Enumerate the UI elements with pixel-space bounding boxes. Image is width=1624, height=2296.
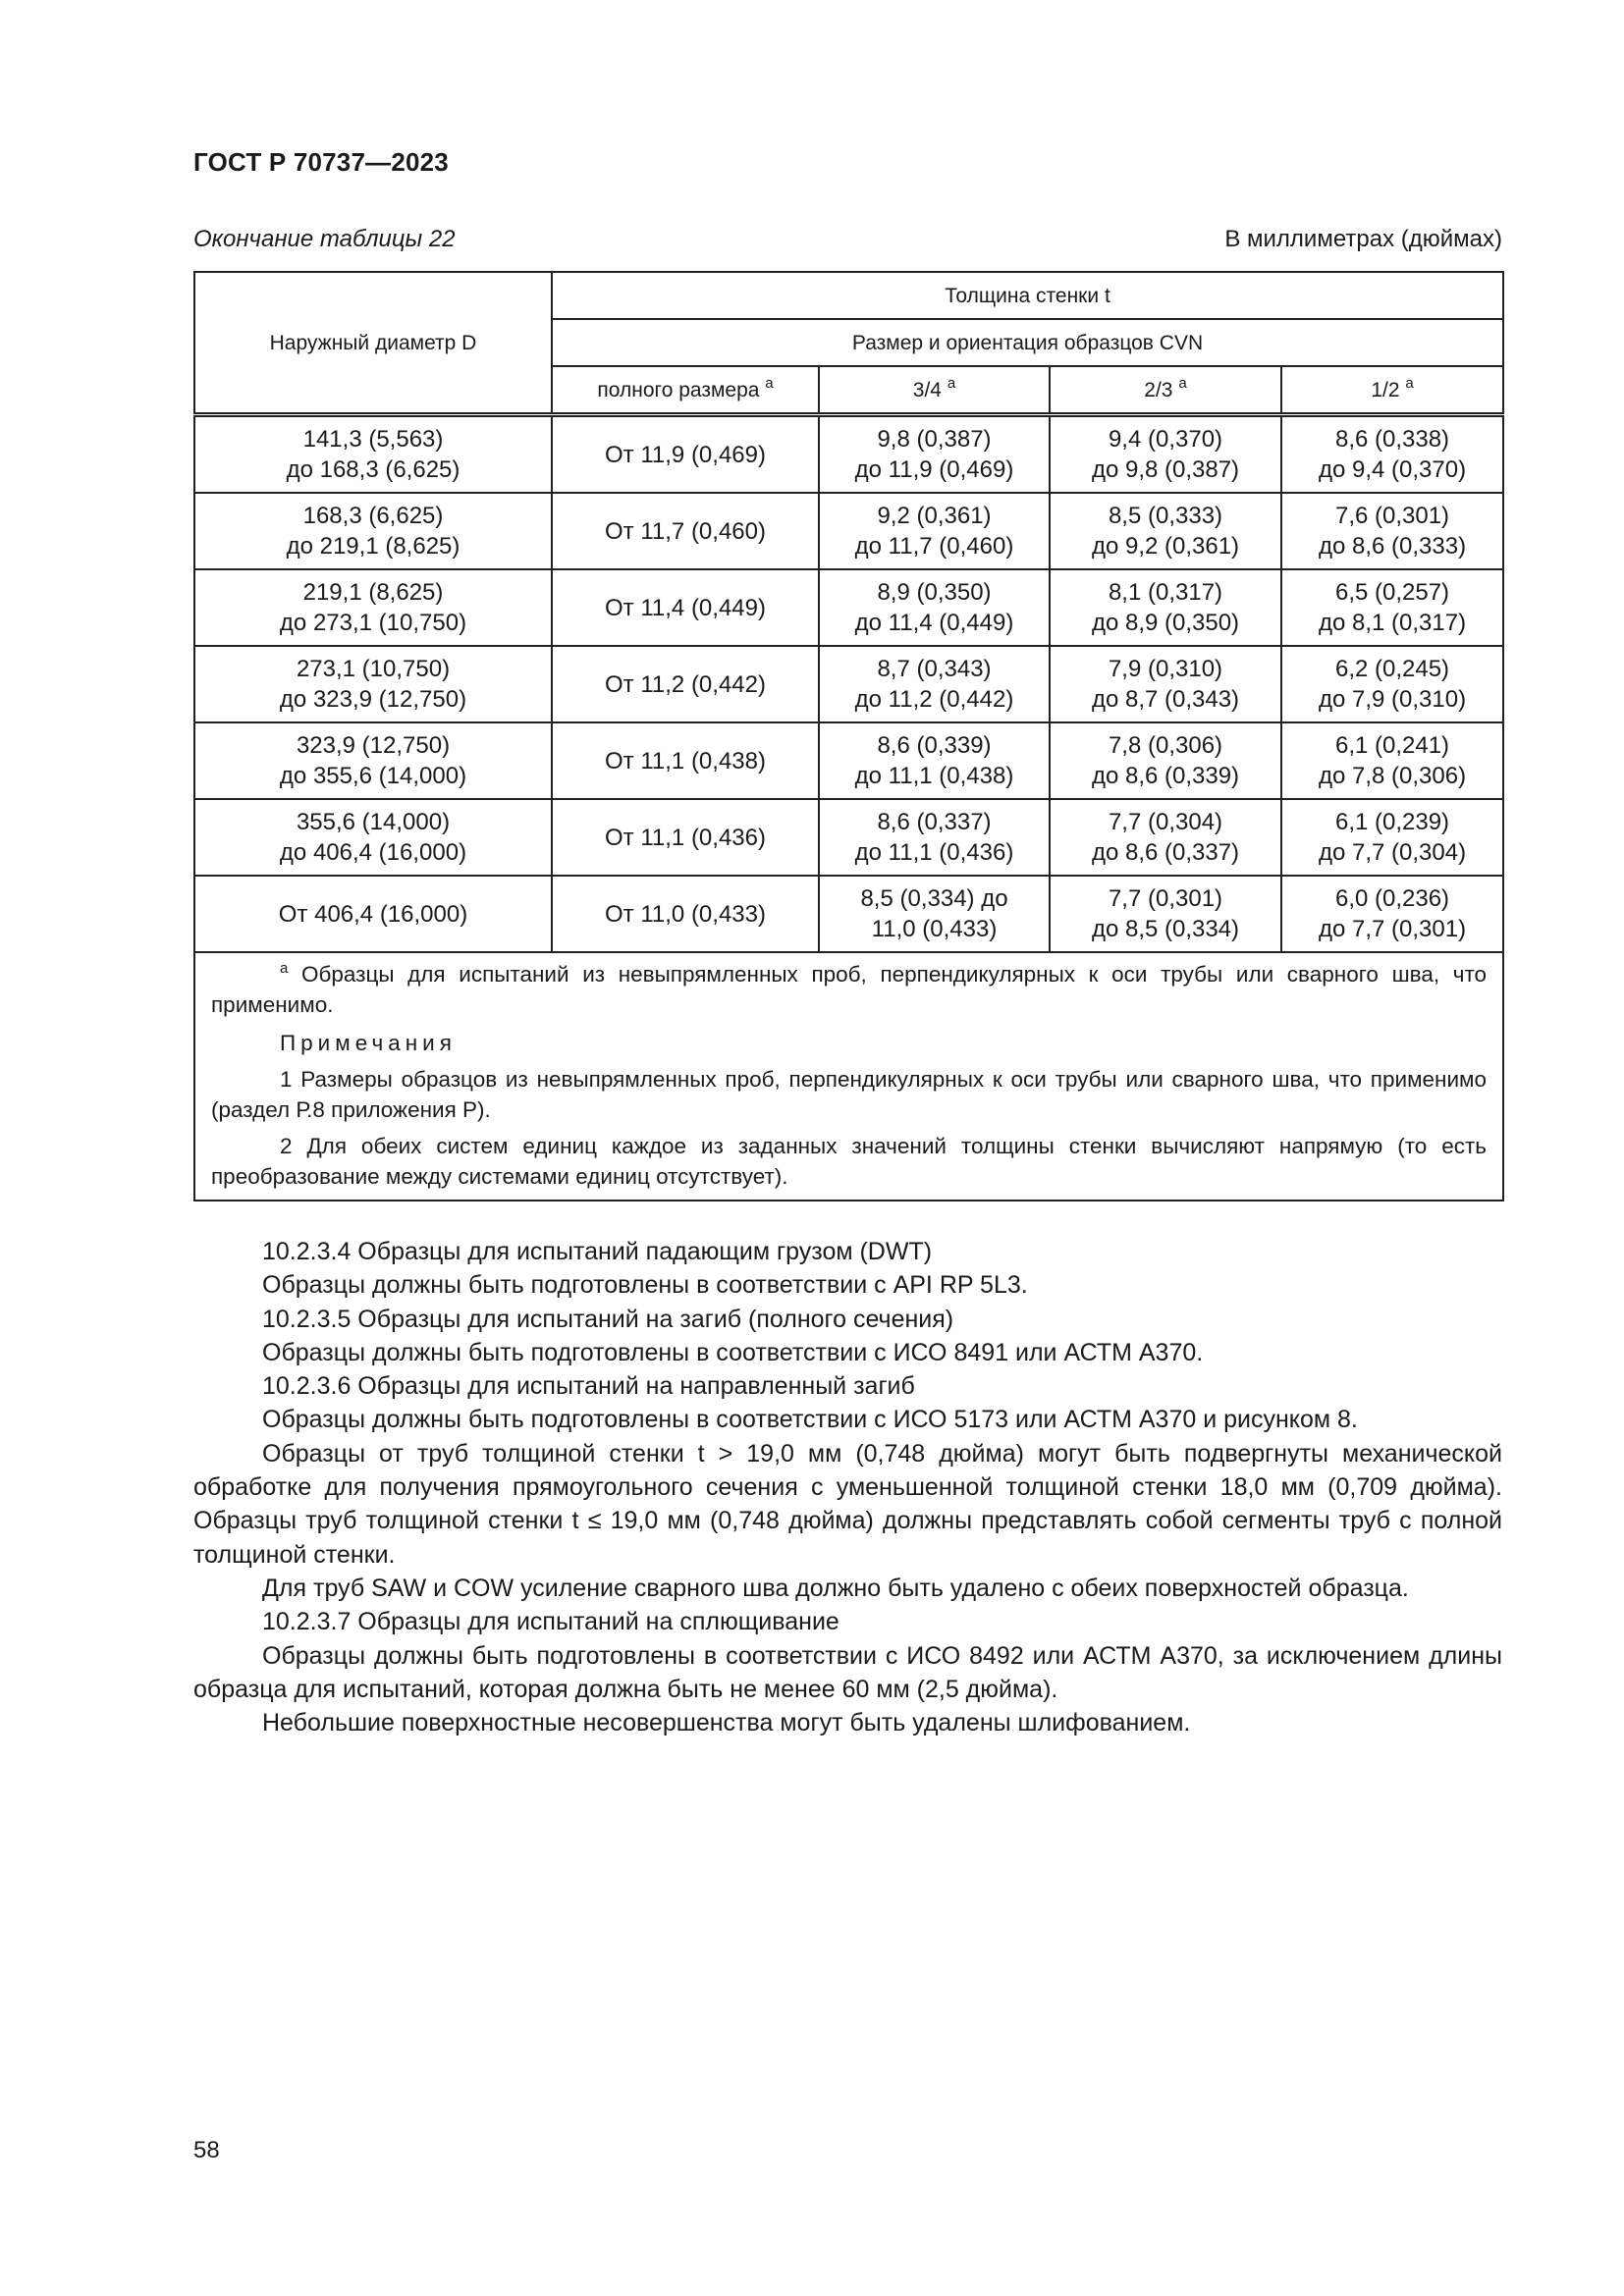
cell-three-quarter: 8,5 (0,334) до 11,0 (0,433) — [819, 876, 1050, 952]
cell-three-quarter: 8,9 (0,350) до 11,4 (0,449) — [819, 569, 1050, 646]
table-row — [194, 569, 1503, 646]
header-outer-diameter: Наружный диаметр D — [194, 272, 552, 415]
table-row — [194, 722, 1503, 799]
cell-full-size: От 11,2 (0,442) — [552, 646, 819, 722]
cell-full-size: От 11,7 (0,460) — [552, 493, 819, 569]
cell-diameter: 273,1 (10,750) до 323,9 (12,750) — [194, 646, 552, 722]
footnote-mark: а — [947, 374, 956, 392]
cell-diameter: 168,3 (6,625) до 219,1 (8,625) — [194, 493, 552, 569]
page-number: 58 — [193, 2137, 220, 2163]
cell-half: 8,6 (0,338) до 9,4 (0,370) — [1281, 415, 1503, 494]
paragraph: Образцы должны быть подготовлены в соответствии с ИСО 8492 или АСТМ А370, за исключением длины образца для испытаний, которая должна быть не менее 60 мм (2,5 дюйма). — [193, 1641, 1502, 1703]
header-full-size — [552, 366, 819, 415]
table-continuation-caption: Окончание таблицы 22 — [193, 226, 456, 252]
note-1: 1 Размеры образцов из невыпрямленных проб, перпендикулярных к оси трубы или сварного шва, что применимо (раздел Р.8 приложения Р). — [211, 1067, 1488, 1122]
header-two-thirds-label: 2/3 — [1144, 378, 1173, 401]
section-heading: 10.2.3.4 Образцы для испытаний падающим грузом (DWT) — [262, 1238, 933, 1265]
header-three-quarter-label: 3/4 — [912, 378, 942, 401]
cell-half: 6,5 (0,257) до 8,1 (0,317) — [1281, 569, 1503, 646]
cell-two-thirds: 7,7 (0,301) до 8,5 (0,334) — [1050, 876, 1281, 952]
header-full-size-label: полного размера — [597, 378, 760, 401]
table-row — [194, 493, 1503, 569]
cell-two-thirds: 7,8 (0,306) до 8,6 (0,339) — [1050, 722, 1281, 799]
note-2: 2 Для обеих систем единиц каждое из заданных значений толщины стенки вычисляют напрямую (то есть преобразование между системами единиц отсутствует). — [211, 1134, 1488, 1189]
cell-three-quarter: 8,6 (0,337) до 11,1 (0,436) — [819, 799, 1050, 876]
table-footnotes-row — [194, 952, 1503, 1201]
cell-half: 7,6 (0,301) до 8,6 (0,333) — [1281, 493, 1503, 569]
table-footnotes — [194, 952, 1503, 1201]
footnote-text: Образцы для испытаний из невыпрямленных проб, перпендикулярных к оси трубы или сварного шва, что применимо. — [211, 962, 1488, 1017]
cell-half: 6,1 (0,241) до 7,8 (0,306) — [1281, 722, 1503, 799]
footnote-mark: а — [765, 374, 774, 392]
paragraph: Образцы должны быть подготовлены в соответствии с API RP 5L3. — [262, 1271, 1028, 1300]
table-row — [194, 876, 1503, 952]
table-units-caption: В миллиметрах (дюймах) — [1224, 226, 1502, 252]
specimen-size-table — [193, 271, 1504, 1201]
paragraph: Образцы должны быть подготовлены в соответствии с ИСО 5173 или АСТМ А370 и рисунком 8. — [262, 1406, 1358, 1434]
cell-half: 6,0 (0,236) до 7,7 (0,301) — [1281, 876, 1503, 952]
cell-two-thirds: 9,4 (0,370) до 9,8 (0,387) — [1050, 415, 1281, 494]
section-heading: 10.2.3.7 Образцы для испытаний на сплющивание — [262, 1608, 839, 1636]
cell-diameter: 323,9 (12,750) до 355,6 (14,000) — [194, 722, 552, 799]
paragraph: Небольшие поверхностные несовершенства могут быть удалены шлифованием. — [262, 1709, 1191, 1737]
paragraph: Образцы от труб толщиной стенки t > 19,0 мм (0,748 дюйма) могут быть подвергнуты механической обработке для получения прямоугольного сечения с уменьшенной толщиной стенки 18,0 мм (0,709 дюйма). Образцы труб толщиной стенки t ≤ 19,0 мм (0,748 дюйма) должны представлять собой сегменты труб с полной толщиной стенки. — [193, 1439, 1502, 1569]
cell-full-size: От 11,9 (0,469) — [552, 415, 819, 494]
cell-three-quarter: 9,8 (0,387) до 11,9 (0,469) — [819, 415, 1050, 494]
notes-title: Примечания — [280, 1031, 457, 1055]
cell-diameter: 141,3 (5,563) до 168,3 (6,625) — [194, 415, 552, 494]
cell-half: 6,1 (0,239) до 7,7 (0,304) — [1281, 799, 1503, 876]
cell-three-quarter: 9,2 (0,361) до 11,7 (0,460) — [819, 493, 1050, 569]
section-heading: 10.2.3.5 Образцы для испытаний на загиб (полного сечения) — [262, 1305, 954, 1333]
table-row — [194, 646, 1503, 722]
cell-two-thirds: 7,9 (0,310) до 8,7 (0,343) — [1050, 646, 1281, 722]
cell-full-size: От 11,1 (0,436) — [552, 799, 819, 876]
cell-diameter: 219,1 (8,625) до 273,1 (10,750) — [194, 569, 552, 646]
cell-half: 6,2 (0,245) до 7,9 (0,310) — [1281, 646, 1503, 722]
cell-full-size: От 11,0 (0,433) — [552, 876, 819, 952]
cell-diameter: 355,6 (14,000) до 406,4 (16,000) — [194, 799, 552, 876]
table-row — [194, 415, 1503, 494]
footnote-mark: а — [280, 959, 289, 977]
table-row — [194, 799, 1503, 876]
cell-three-quarter: 8,6 (0,339) до 11,1 (0,438) — [819, 722, 1050, 799]
paragraph: Для труб SAW и COW усиление сварного шва должно быть удалено с обеих поверхностей образца. — [262, 1574, 1409, 1602]
header-half-label: 1/2 — [1371, 378, 1400, 401]
cell-full-size: От 11,4 (0,449) — [552, 569, 819, 646]
body-text — [193, 1235, 1502, 1739]
header-specimen-size: Размер и ориентация образцов CVN — [552, 319, 1503, 366]
footnote-a — [211, 959, 1487, 1020]
header-two-thirds — [1050, 366, 1281, 415]
cell-full-size: От 11,1 (0,438) — [552, 722, 819, 799]
footnote-mark: а — [1405, 374, 1414, 392]
section-heading: 10.2.3.6 Образцы для испытаний на направленный загиб — [262, 1372, 915, 1401]
cell-diameter: От 406,4 (16,000) — [194, 876, 552, 952]
cell-two-thirds: 8,1 (0,317) до 8,9 (0,350) — [1050, 569, 1281, 646]
document-header: ГОСТ Р 70737—2023 — [193, 147, 449, 177]
paragraph: Образцы должны быть подготовлены в соответствии с ИСО 8491 или АСТМ А370. — [262, 1338, 1204, 1366]
footnote-mark: а — [1178, 374, 1187, 392]
header-wall-thickness: Толщина стенки t — [552, 272, 1503, 319]
header-three-quarter — [819, 366, 1050, 415]
cell-two-thirds: 8,5 (0,333) до 9,2 (0,361) — [1050, 493, 1281, 569]
header-half — [1281, 366, 1503, 415]
cell-three-quarter: 8,7 (0,343) до 11,2 (0,442) — [819, 646, 1050, 722]
cell-two-thirds: 7,7 (0,304) до 8,6 (0,337) — [1050, 799, 1281, 876]
